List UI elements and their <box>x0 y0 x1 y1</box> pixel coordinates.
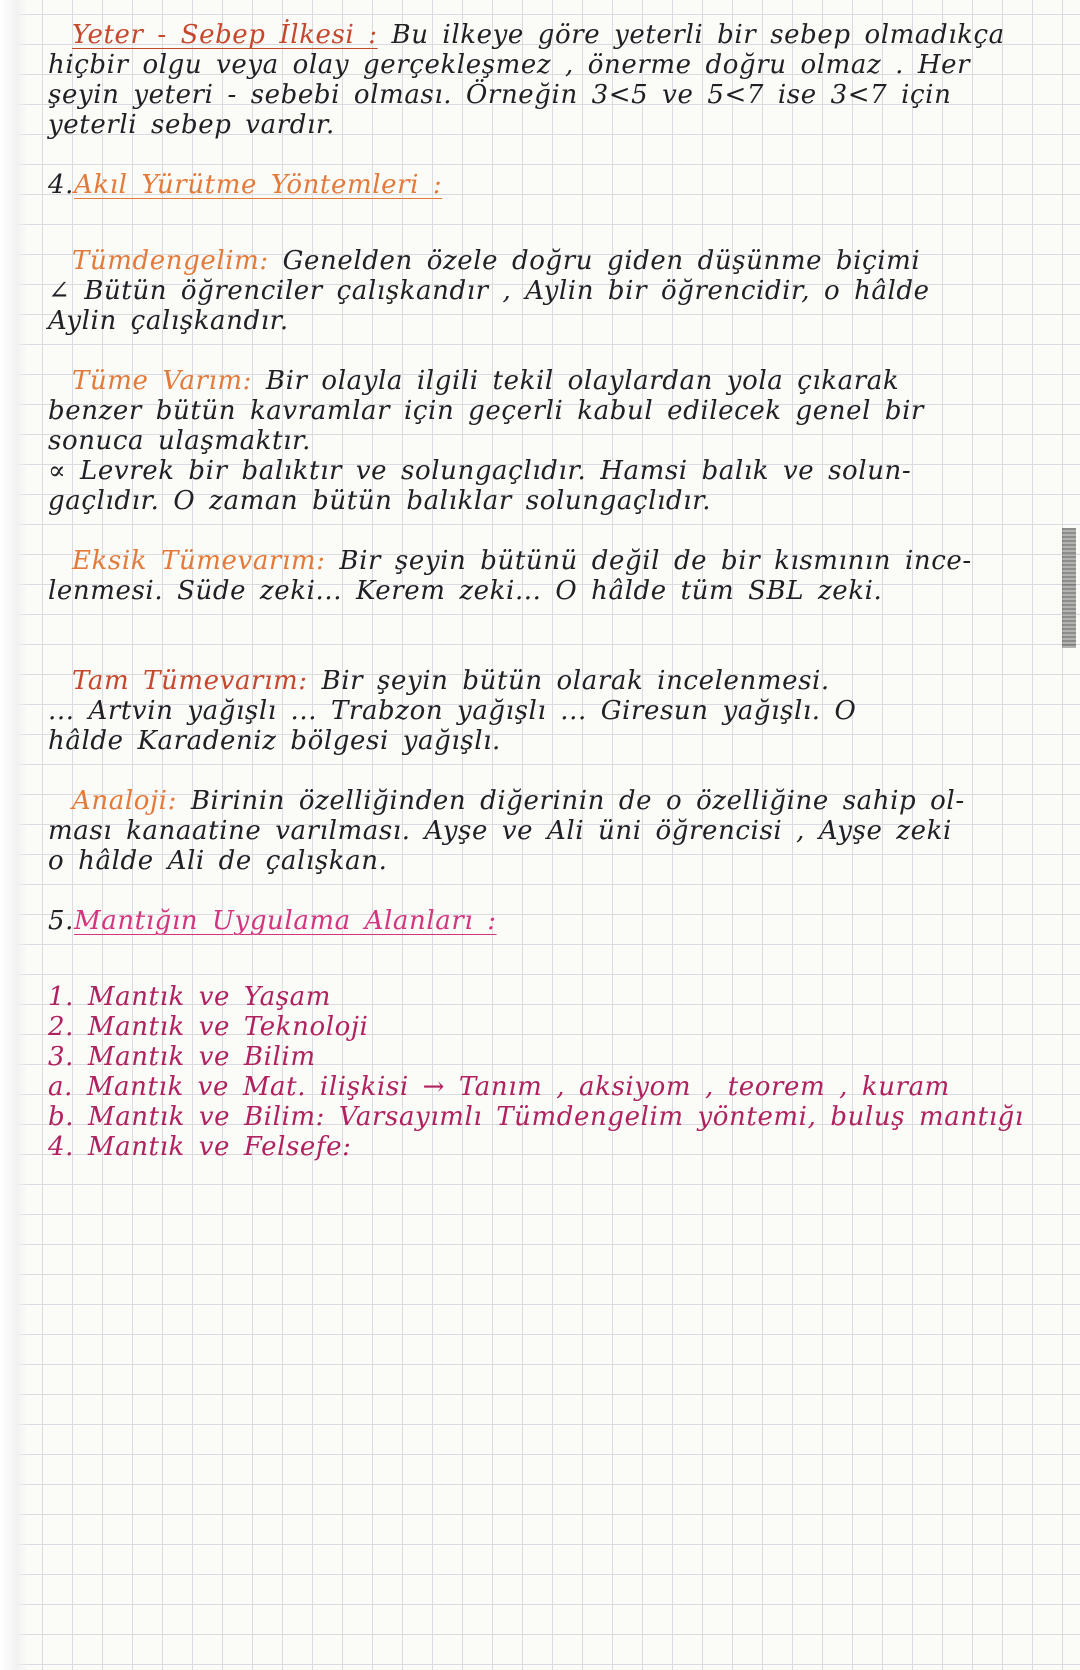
paragraph-yeter-sebep <box>48 20 1033 140</box>
section-5-heading <box>48 906 1033 936</box>
text-line: hiçbir olgu veya olay gerçekleşmez , önerme doğru olmaz . Her <box>48 50 971 80</box>
text-line: Genelden özele doğru giden düşünme biçimi <box>282 246 921 276</box>
text-line: yeterli sebep vardır. <box>48 110 335 140</box>
page-edge-tab <box>1062 528 1076 648</box>
text-line: şeyin yeteri - sebebi olması. Örneğin 3<5 ve 5<7 ise 3<7 için <box>48 80 952 110</box>
text-line: benzer bütün kavramlar için geçerli kabul edilecek genel bir <box>48 396 925 426</box>
text-line: Aylin çalışkandır. <box>48 306 289 336</box>
list-item: 2. Mantık ve Teknoloji <box>48 1012 369 1042</box>
text-line: hâlde Karadeniz bölgesi yağışlı. <box>48 726 501 756</box>
heading-tam-tumevarim: Tam Tümevarım: <box>72 666 308 696</box>
paragraph-analoji <box>48 786 1033 876</box>
heading-yeter-sebep: Yeter - Sebep İlkesi : <box>72 20 378 50</box>
list-item: 4. Mantık ve Felsefe: <box>48 1132 352 1162</box>
paragraph-eksik-tumevarim <box>48 546 1033 606</box>
text-line: o hâlde Ali de çalışkan. <box>48 846 388 876</box>
text-line: ∝ Levrek bir balıktır ve solungaçlıdır. Hamsi balık ve solun- <box>48 456 912 486</box>
paragraph-tam-tumevarim <box>48 666 1033 756</box>
section-number: 5. <box>48 906 75 936</box>
heading-analoji: Analoji: <box>72 786 177 816</box>
section-title: Akıl Yürütme Yöntemleri : <box>74 170 443 200</box>
section-number: 4. <box>48 170 75 200</box>
heading-tumevarim: Tüme Varım: <box>72 366 253 396</box>
page-binding-edge <box>0 0 28 1670</box>
section-title: Mantığın Uygulama Alanları : <box>74 906 497 936</box>
list-item: a. Mantık ve Mat. ilişkisi → Tanım , aksiyom , teorem , kuram <box>48 1072 950 1102</box>
text-line: lenmesi. Süde zeki... Kerem zeki... O hâlde tüm SBL zeki. <box>48 576 883 606</box>
text-line: Bir olayla ilgili tekil olaylardan yola çıkarak <box>265 366 900 396</box>
text-line: ∠ Bütün öğrenciler çalışkandır , Aylin bir öğrencidir, o hâlde <box>48 276 930 306</box>
notes-content <box>48 20 1033 1162</box>
heading-eksik-tumevarim: Eksik Tümevarım: <box>72 546 326 576</box>
list-item: 3. Mantık ve Bilim <box>48 1042 316 1072</box>
text-line: Bir şeyin bütünü değil de bir kısmının ince- <box>339 546 972 576</box>
application-areas-list <box>48 982 1033 1162</box>
paragraph-tumevarim <box>48 366 1033 516</box>
paragraph-tumdengelim <box>48 246 1033 336</box>
text-line: Birinin özelliğinden diğerinin de o özelliğine sahip ol- <box>190 786 965 816</box>
section-4-heading <box>48 170 1033 200</box>
heading-tumdengelim: Tümdengelim: <box>72 246 269 276</box>
list-item: b. Mantık ve Bilim: Varsayımlı Tümdengelim yöntemi, buluş mantığı <box>48 1102 1024 1132</box>
text-line: ması kanaatine varılması. Ayşe ve Ali üni öğrencisi , Ayşe zeki <box>48 816 952 846</box>
text-line: ... Artvin yağışlı ... Trabzon yağışlı ... Giresun yağışlı. O <box>48 696 857 726</box>
list-item: 1. Mantık ve Yaşam <box>48 982 332 1012</box>
text-line: sonuca ulaşmaktır. <box>48 426 312 456</box>
text-line: gaçlıdır. O zaman bütün balıklar solungaçlıdır. <box>48 486 712 516</box>
text-line: Bu ilkeye göre yeterli bir sebep olmadıkça <box>391 20 1005 50</box>
text-line: Bir şeyin bütün olarak incelenmesi. <box>321 666 830 696</box>
